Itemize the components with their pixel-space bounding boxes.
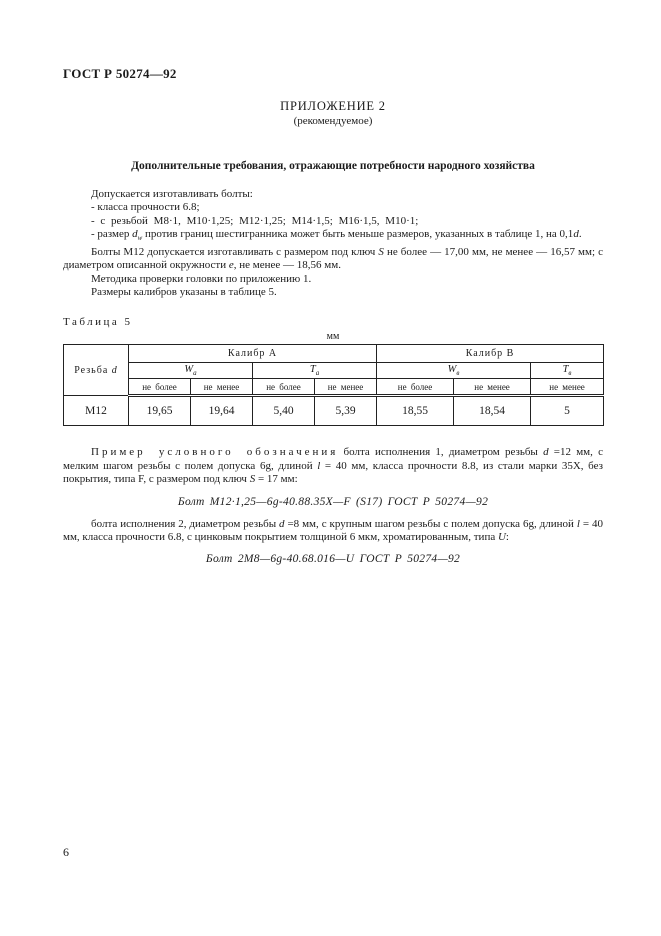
cell-ta-max: 5,40 — [253, 396, 315, 426]
paragraph-example-1 — [63, 446, 603, 486]
body-text-block — [63, 188, 603, 299]
table-row — [64, 396, 604, 426]
col-header-ta — [253, 363, 377, 379]
bolt-designation-1: Болт М12·1,25—6g-40.88.35Х—F (S17) ГОСТ Р 50274—92 — [177, 495, 489, 508]
paragraph-gauge-sizes: Размеры калибров указаны в таблице 5. — [91, 286, 277, 299]
paragraph-bolts-m12 — [63, 246, 603, 273]
symbol-e: e — [228, 259, 234, 272]
text-run: : — [505, 531, 509, 544]
text-run: . — [578, 228, 582, 241]
cell-wa-max: 19,65 — [129, 396, 191, 426]
symbol-d: d — [279, 517, 285, 530]
subscript-w: w — [137, 234, 143, 243]
page-number: 6 — [63, 845, 69, 859]
limit-label: не менее — [531, 379, 604, 396]
col-header-tb — [531, 363, 604, 379]
text-run: =8 мм, с крупным шагом резьбы с полем допуска 6g, длиной — [284, 517, 577, 530]
cell-wb-min: 18,54 — [454, 396, 531, 426]
symbol-w: W — [447, 364, 457, 376]
col-header-wa — [129, 363, 253, 379]
subscript-b: в — [456, 369, 460, 378]
limit-label: не более — [377, 379, 454, 396]
symbol-u: U — [497, 531, 506, 544]
cell-wb-max: 18,55 — [377, 396, 454, 426]
limit-label: не более — [253, 379, 315, 396]
paragraph-example-2 — [63, 518, 603, 545]
symbol-d: d — [573, 228, 579, 241]
cell-thread: М12 — [64, 396, 129, 426]
symbol-s: S — [249, 473, 256, 486]
paragraph-size-dw — [63, 228, 603, 246]
table-header-row-symbols — [64, 363, 604, 379]
symbol-w: W — [184, 364, 194, 376]
text-run: Болты М12 допускается изготавливать с размером под ключ — [91, 245, 379, 258]
thread-label: Резьба — [74, 364, 112, 376]
examples-block — [63, 446, 603, 565]
symbol-d: d — [543, 446, 549, 459]
symbol-t: T — [562, 364, 569, 376]
doc-number: ГОСТ Р 50274—92 — [63, 66, 177, 81]
symbol-d: d — [132, 228, 138, 241]
paragraph-intro: Допускается изготавливать болты: — [91, 188, 253, 200]
subscript-a: а — [315, 369, 320, 378]
subscript-a: а — [193, 369, 197, 378]
symbol-s: S — [378, 245, 384, 258]
col-group-kalibr-b: Калибр В — [377, 345, 604, 363]
paragraph-method: Методика проверки головки по приложению 1. — [91, 272, 312, 285]
limit-label: не менее — [191, 379, 253, 396]
appendix-title: ПРИЛОЖЕНИЕ 2 — [280, 99, 386, 113]
table-unit-mm: мм — [326, 331, 340, 343]
text-run: против границ шестигранника может быть меньше размеров, указанных в таблице 1, на 0,1 — [142, 228, 574, 241]
text-run: = 40 мм, класса прочности 6.8, с цинковым покрытием толщиной 6 мкм, хроматированным, типа — [63, 517, 603, 544]
table-5-label: Таблица 5 — [63, 316, 133, 329]
text-run: , не менее — 18,56 мм. — [233, 259, 341, 272]
text-run: болта исполнения 1, диаметром резьбы — [338, 446, 544, 459]
section-heading: Дополнительные требования, отражающие потребности народного хозяйства — [131, 160, 535, 172]
cell-tb-min: 5 — [531, 396, 604, 426]
limit-label: не более — [129, 379, 191, 396]
paragraph-thread-list: - с резьбой М8·1, М10·1,25; М12·1,25; М14·1,5; М16·1,5, М10·1; — [91, 214, 419, 227]
symbol-l: l — [317, 459, 321, 472]
subscript-b: в — [568, 369, 572, 378]
text-run: = 17 мм: — [255, 473, 298, 486]
appendix-subtitle: (рекомендуемое) — [293, 115, 373, 127]
cell-ta-min: 5,39 — [315, 396, 377, 426]
limit-label: не менее — [315, 379, 377, 396]
table-header-row-groups — [64, 345, 604, 363]
table-header-row-limits — [64, 379, 604, 396]
text-run: - размер — [91, 228, 133, 241]
symbol-l: l — [576, 517, 580, 530]
example-lead: Пример условного обозначения — [91, 446, 339, 459]
limit-label: не менее — [454, 379, 531, 396]
text-run: болта исполнения 2, диаметром резьбы — [91, 517, 280, 530]
cell-wa-min: 19,64 — [191, 396, 253, 426]
symbol-t: T — [309, 364, 316, 376]
text-run: = 40 мм, класса прочности 8.8, из стали марки 35Х, без покрытия, типа F, с размером под ключ — [63, 459, 603, 486]
text-run: =12 мм, с мелким шагом резьбы с полем допуска 6g, длиной — [63, 446, 603, 472]
table-5 — [63, 344, 604, 426]
text-run: не более — 17,00 мм, не менее — 16,57 мм; с диаметром описанной окружности — [63, 245, 603, 272]
paragraph-strength-class: - класса прочности 6.8; — [91, 201, 200, 214]
col-group-kalibr-a: Калибр А — [129, 345, 377, 363]
symbol-d: d — [111, 364, 118, 376]
col-header-thread — [64, 345, 129, 396]
bolt-designation-2: Болт 2М8—6g-40.68.016—U ГОСТ Р 50274—92 — [205, 553, 461, 566]
col-header-wb — [377, 363, 531, 379]
